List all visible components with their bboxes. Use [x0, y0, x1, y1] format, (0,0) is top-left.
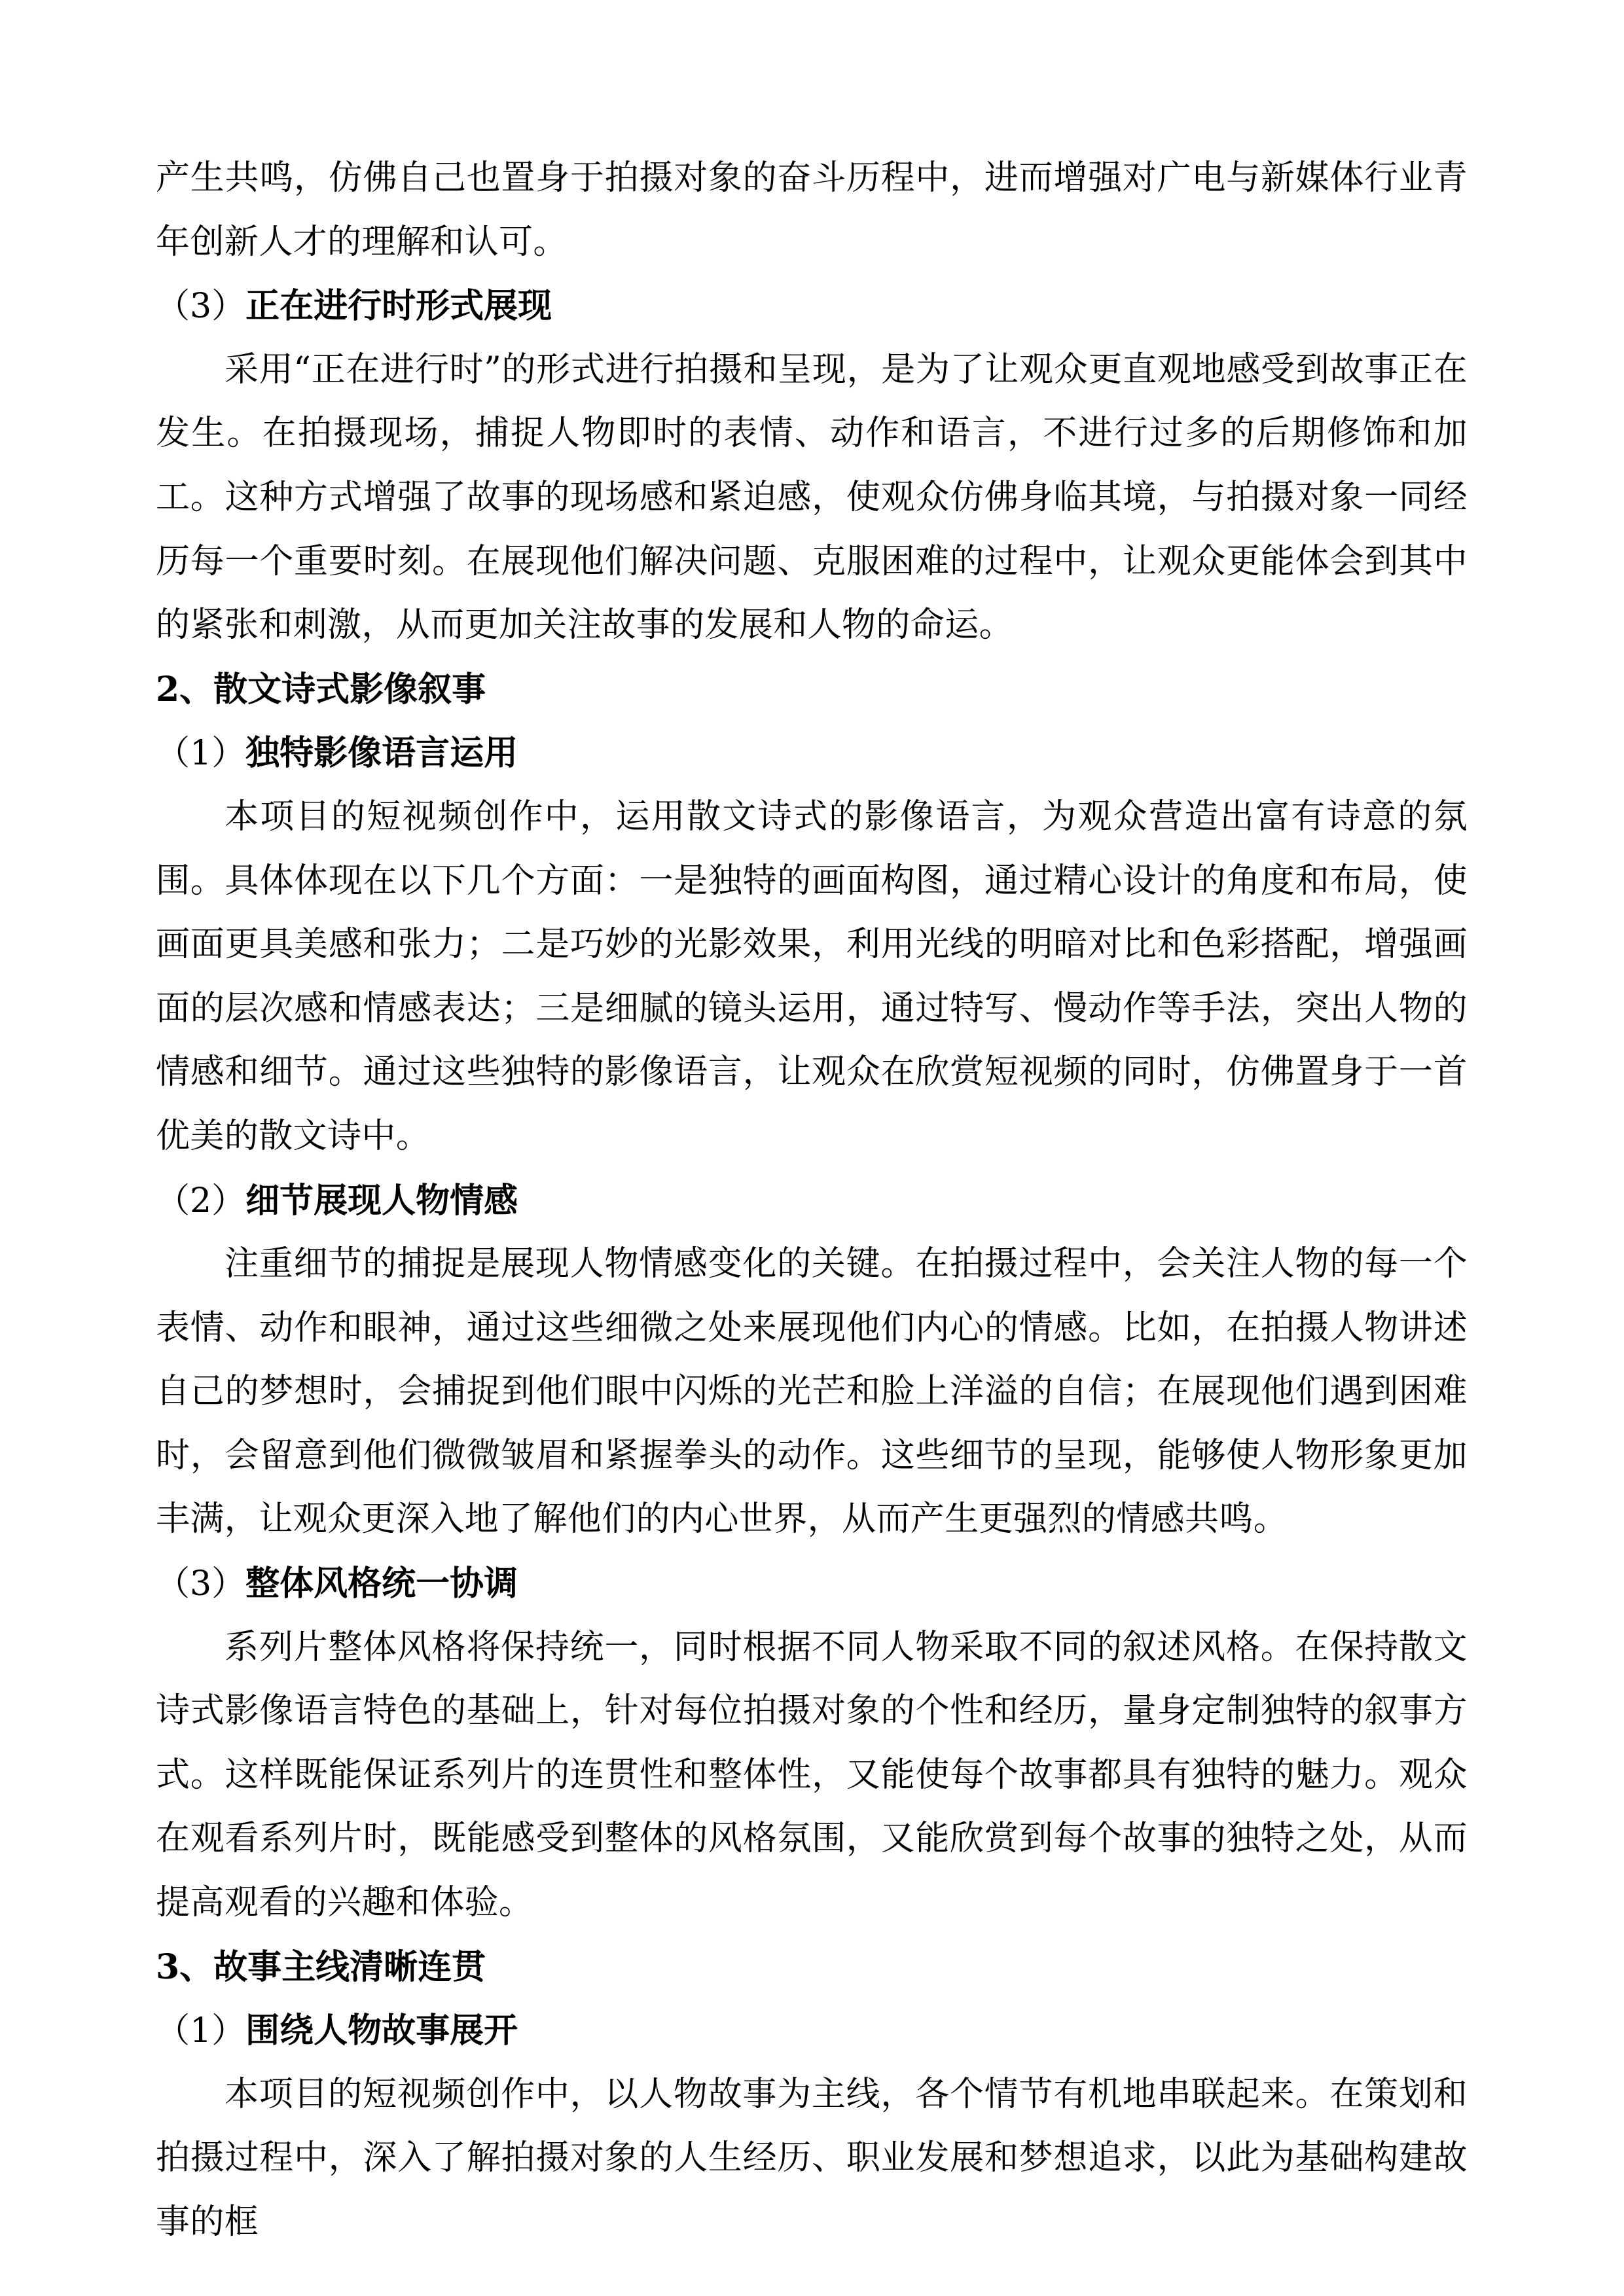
- subheading-title: 细节展现人物情感: [245, 1180, 518, 1221]
- paragraph-unified-style: 系列片整体风格将保持统一，同时根据不同人物采取不同的叙述风格。在保持散文诗式影像语言特色的基础上，针对每位拍摄对象的个性和经历，量身定制独特的叙事方式。这样既能保证系列片的连贯性和整体性，又能使每个故事都具有独特的魅力。观众在观看系列片时，既能感受到整体的风格氛围，又能欣赏到每个故事的独特之处，从而提高观看的兴趣和体验。: [156, 1627, 1468, 1923]
- paragraph-image-language: 本项目的短视频创作中，运用散文诗式的影像语言，为观众营造出富有诗意的氛围。具体体现在以下几个方面：一是独特的画面构图，通过精心设计的角度和布局，使画面更具美感和张力；二是巧妙的光影效果，利用光线的明暗对比和色彩搭配，增强画面的层次感和情感表达；三是细腻的镜头运用，通过特写、慢动作等手法，突出人物的情感和细节。通过这些独特的影像语言，让观众在欣赏短视频的同时，仿佛置身于一首优美的散文诗中。: [156, 797, 1468, 1156]
- subheading-2-detail-emotion: [156, 1169, 1468, 1233]
- paragraph-present-tense: 采用“正在进行时”的形式进行拍摄和呈现，是为了让观众更直观地感受到故事正在发生。在拍摄现场，捕捉人物即时的表情、动作和语言，不进行过多的后期修饰和加工。这种方式增强了故事的现场感和紧迫感，使观众仿佛身临其境，与拍摄对象一同经历每一个重要时刻。在展现他们解决问题、克服困难的过程中，让观众更能体会到其中的紧张和刺激，从而更加关注故事的发展和人物的命运。: [156, 350, 1468, 645]
- subheading-number: （1）: [156, 2011, 246, 2051]
- subheading-1-image-language: [156, 721, 1468, 785]
- subheading-number: （3）: [156, 287, 246, 327]
- paragraph-continuation: 产生共鸣，仿佛自己也置身于拍摄对象的奋斗历程中，进而增强对广电与新媒体行业青年创新人才的理解和认可。: [156, 158, 1468, 262]
- subheading-title: 整体风格统一协调: [245, 1564, 518, 1604]
- subheading-number: （3）: [156, 1564, 246, 1604]
- subheading-number: （2）: [156, 1181, 246, 1221]
- paragraph-detail-emotion: 注重细节的捕捉是展现人物情感变化的关键。在拍摄过程中，会关注人物的每一个表情、动作和眼神，通过这些细微之处来展现他们内心的情感。比如，在拍摄人物讲述自己的梦想时，会捕捉到他们眼中闪烁的光芒和脸上洋溢的自信；在展现他们遇到困难时，会留意到他们微微皱眉和紧握拳头的动作。这些细节的呈现，能够使人物形象更加丰满，让观众更深入地了解他们的内心世界，从而产生更强烈的情感共鸣。: [156, 1244, 1468, 1539]
- section-heading-3: 3、故事主线清晰连贯: [156, 1946, 486, 1987]
- subheading-title: 独特影像语言运用: [245, 733, 518, 774]
- section-heading-2: 2、散文诗式影像叙事: [156, 669, 486, 709]
- subheading-3-unified-style: [156, 1552, 1468, 1616]
- subheading-title: 围绕人物故事展开: [245, 2011, 518, 2051]
- subheading-1-character-story: [156, 1999, 1468, 2063]
- subheading-3-present-tense: [156, 274, 1468, 338]
- subheading-number: （1）: [156, 734, 246, 774]
- paragraph-character-story: 本项目的短视频创作中，以人物故事为主线，各个情节有机地串联起来。在策划和拍摄过程中，深入了解拍摄对象的人生经历、职业发展和梦想追求，以此为基础构建故事的框: [156, 2074, 1468, 2242]
- document-page: [156, 147, 1468, 2255]
- subheading-title: 正在进行时形式展现: [245, 286, 552, 327]
